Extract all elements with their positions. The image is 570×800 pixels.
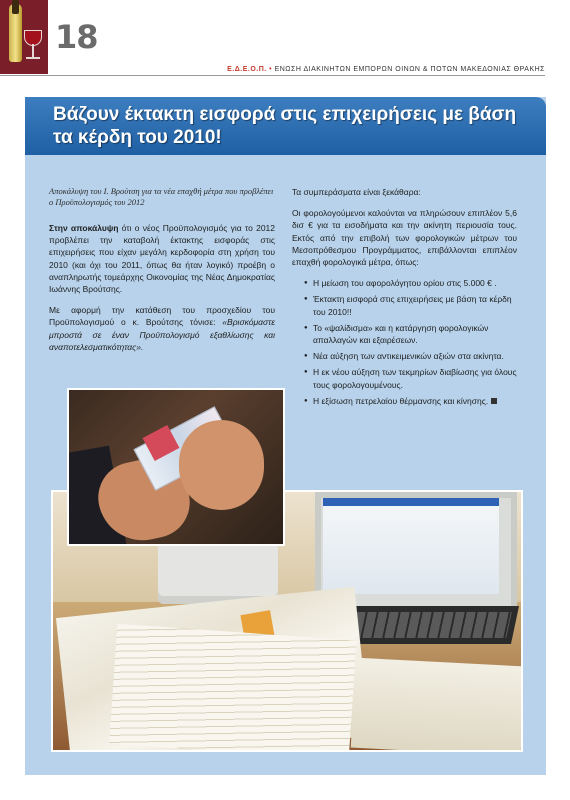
running-header — [227, 66, 545, 73]
list-item: ● Έκτακτη εισφορά στις επιχειρήσεις με βάση τα κέρδη του 2010!! — [304, 293, 517, 317]
list-item — [304, 395, 517, 407]
paragraph-1-text: ότι ο νέος Προϋπολογισμός για το 2012 προβλέπει την καταβολή έκτακτης εισφοράς στις επιχειρήσεις που είχαν μεγάλη κερδοφορία στη χρήση του 2010 (και όχι του 2011, όπως θα ήταν λογικό) προέβη ο αναπληρωτής τομεάρχης Οικονομίας της Νέας Δημοκρατίας Ιωάννης Βρούτσης. — [49, 223, 276, 295]
list-item-text: Η εξίσωση πετρελαίου θέρμανσης και κίνησης. — [313, 395, 489, 406]
list-item: ● Το «ψαλίδισμα» και η κατάργηση φορολογικών απαλλαγών και εξαιρέσεων. — [304, 322, 517, 346]
header-separator: • — [269, 66, 273, 73]
list-item: ● Η εκ νέου αύξηση των τεκμηρίων διαβίωσης για όλους τους φορολογουμένους. — [304, 366, 517, 390]
paragraph-lead: Στην αποκάλυψη — [49, 223, 119, 233]
conclusions-intro: Τα συμπεράσματα είναι ξεκάθαρα: — [292, 187, 421, 197]
header-brand: Ε.Δ.Ε.Ο.Π. — [227, 66, 267, 73]
article-title: Βάζουν έκτακτη εισφορά στις επιχειρήσεις με βάση τα κέρδη του 2010! — [53, 104, 517, 148]
article-right-column — [292, 186, 517, 411]
list-item: ● Νέα αύξηση των αντικειμενικών αξιών στα ακίνητα. — [304, 350, 517, 362]
header-divider — [0, 75, 545, 76]
header-subtitle: ΕΝΩΣΗ ΔΙΑΚΙΝΗΤΩΝ ΕΜΠΟΡΩΝ ΟΙΝΩΝ & ΠΟΤΩΝ ΜΑΚΕΔΟΝΙΑΣ ΘΡΑΚΗΣ — [274, 66, 545, 73]
paragraph-1 — [49, 222, 275, 295]
list-item: ● Η μείωση του αφορολόγητου ορίου στις 5.000 € . — [304, 277, 517, 289]
measures-list — [292, 277, 517, 407]
paragraph-2 — [49, 304, 275, 353]
article-left-column — [49, 186, 275, 362]
article-title-bar — [25, 97, 546, 155]
conclusions-paragraph: Οι φορολογούμενοι καλούνται να πληρώσουν επιπλέον 5,6 δισ € για τα εισοδήματα και την ακίνητη περιουσία τους. Εκτός από την επιβολή των φορολογικών μέτρων του Μεσοπρόθεσμου Προγράμματος, επιβάλλονται επιπλέον επαχθή φορολογικά μέτρα, όπως: — [292, 208, 517, 268]
money-hands-photo — [67, 388, 285, 546]
end-of-article-icon — [491, 398, 497, 404]
wine-logo — [0, 0, 48, 74]
paragraph-2-quote: «Βρισκόμαστε μπροστά σε έναν Προϋπολογισμό εξαθλίωσης και αναποτελεσματικότητας». — [49, 317, 275, 352]
article-caption: Αποκάλυψη του Ι. Βρούτση για τα νέα επαχθή μέτρα που προβλέπει ο Προϋπολογισμός του 2012 — [49, 186, 274, 207]
paragraph-2-text: Με αφορμή την κατάθεση του προσχεδίου του Προϋπολογισμού ο κ. Βρούτσης τόνισε: — [49, 305, 275, 328]
wine-bottle-icon — [9, 4, 22, 62]
page-number: 18 — [55, 18, 98, 56]
